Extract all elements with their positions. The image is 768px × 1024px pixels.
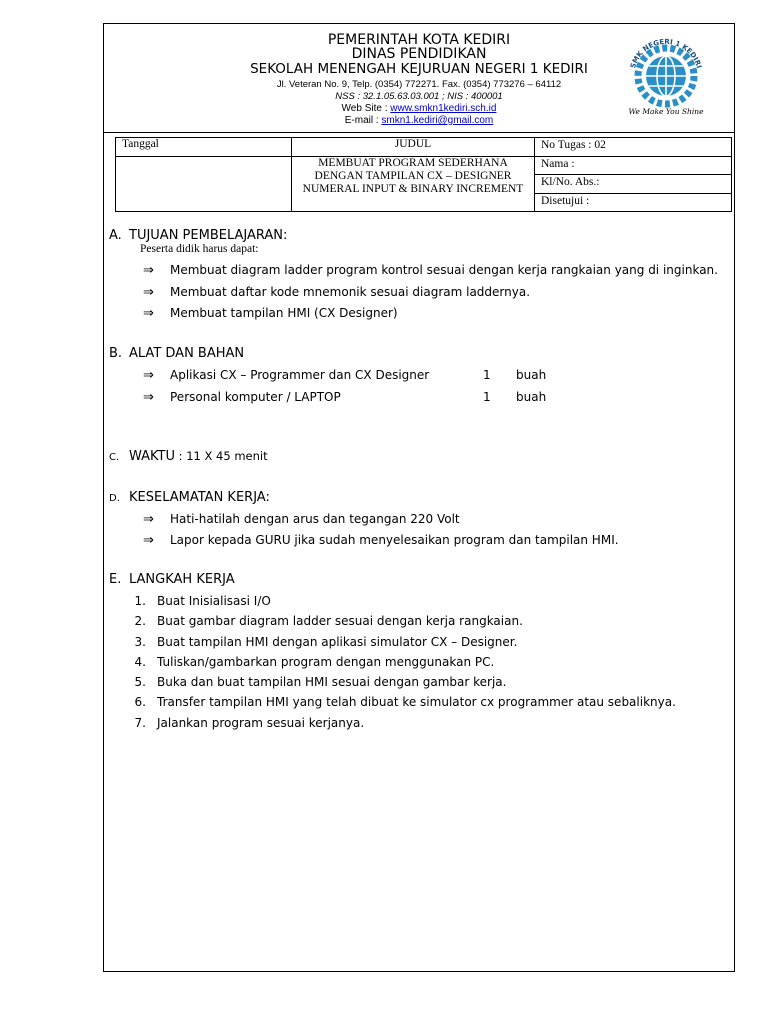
arrow-icon: ⇒ [143,389,154,404]
arrow-icon: ⇒ [143,532,154,547]
info-table [115,137,732,212]
step-item: Tuliskan/gambarkan program dengan menggunakan PC. [157,655,495,669]
logo-arc-text: SMK NEGERI 1 KEDIRI [629,37,703,70]
step-number: 4. [134,655,146,669]
objective-item: Membuat diagram ladder program kontrol sesuai dengan kerja rangkaian yang di inginkan. [170,263,718,277]
header-email-line [104,115,734,126]
step-number: 3. [134,635,146,649]
section-c-title: C. WAKTU : 11 X 45 menit [109,449,268,464]
arrow-icon: ⇒ [143,511,154,526]
step-item: Buat Inisialisasi I/O [157,594,271,608]
step-number: 1. [134,594,146,608]
section-a-intro: Peserta didik harus dapat: [140,243,259,255]
letterhead [104,24,734,133]
header-school: SEKOLAH MENENGAH KEJURUAN NEGERI 1 KEDIRI [250,61,588,77]
header-address: Jl. Veteran No. 9, Telp. (0354) 772271. Fax. (0354) 773276 – 64112 [276,79,562,90]
waktu-value: : 11 X 45 menit [175,449,268,463]
tool-name: Aplikasi CX – Programmer dan CX Designer [170,368,430,382]
judul-value-cell: MEMBUAT PROGRAM SEDERHANA DENGAN TAMPILAN CX – DESIGNER NUMERAL INPUT & BINARY INCREMENT [292,156,535,212]
tool-qty: 1 [483,390,491,404]
step-item: Buat tampilan HMI dengan aplikasi simulator CX – Designer. [157,635,518,649]
section-e-title: E. LANGKAH KERJA [109,572,235,587]
tool-qty: 1 [483,368,491,382]
document-frame [103,23,735,972]
globe-icon [646,56,686,96]
safety-item: Lapor kepada GURU jika sudah menyelesaikan program dan tampilan HMI. [170,533,619,547]
step-number: 2. [134,614,146,628]
arrow-icon: ⇒ [143,305,154,320]
arrow-icon: ⇒ [143,284,154,299]
arrow-icon: ⇒ [143,367,154,382]
disetujui-cell: Disetujui : [535,193,732,212]
step-item: Jalankan program sesuai kerjanya. [157,716,365,730]
website-label: Web Site : [341,103,391,114]
objective-item: Membuat daftar kode mnemonik sesuai diagram laddernya. [170,285,531,299]
school-logo [626,36,706,116]
email-label: E-mail : [344,115,382,126]
section-d-title: D. KESELAMATAN KERJA: [109,490,270,505]
section-a-title: A. TUJUAN PEMBELAJARAN: [109,228,288,243]
step-item: Buat gambar diagram ladder sesuai dengan kerja rangkaian. [157,614,523,628]
step-number: 6. [134,695,146,709]
nama-cell: Nama : [535,156,732,175]
header-government: PEMERINTAH KOTA KEDIRI [327,32,511,48]
safety-item: Hati-hatilah dengan arus dan tegangan 220 Volt [170,512,460,526]
tanggal-cell: Tanggal [116,138,292,157]
objective-item: Membuat tampilan HMI (CX Designer) [170,306,398,320]
step-number: 7. [134,716,146,730]
tanggal-value-cell [116,156,292,212]
arrow-icon: ⇒ [143,262,154,277]
tool-name: Personal komputer / LAPTOP [170,390,341,404]
judul-header-cell: JUDUL [292,138,535,157]
tool-unit: buah [516,368,547,382]
no-tugas-cell: No Tugas : 02 [535,138,732,157]
tool-unit: buah [516,390,547,404]
section-b-title: B. ALAT DAN BAHAN [109,346,245,361]
step-item: Transfer tampilan HMI yang telah dibuat ke simulator cx programmer atau sebaliknya. [157,695,676,709]
logo-motto: We Make You Shine [628,107,704,116]
header-nss: NSS : 32.1.05.63.03.001 ; NIS : 400001 [335,91,503,102]
website-link[interactable]: www.smkn1kediri.sch.id [390,103,497,114]
step-number: 5. [134,675,146,689]
step-item: Buka dan buat tampilan HMI sesuai dengan gambar kerja. [157,675,507,689]
header-department: DINAS PENDIDIKAN [351,46,487,62]
email-link[interactable]: smkn1.kediri@gmail.com [381,115,494,126]
kl-abs-cell: Kl/No. Abs.: [535,175,732,194]
